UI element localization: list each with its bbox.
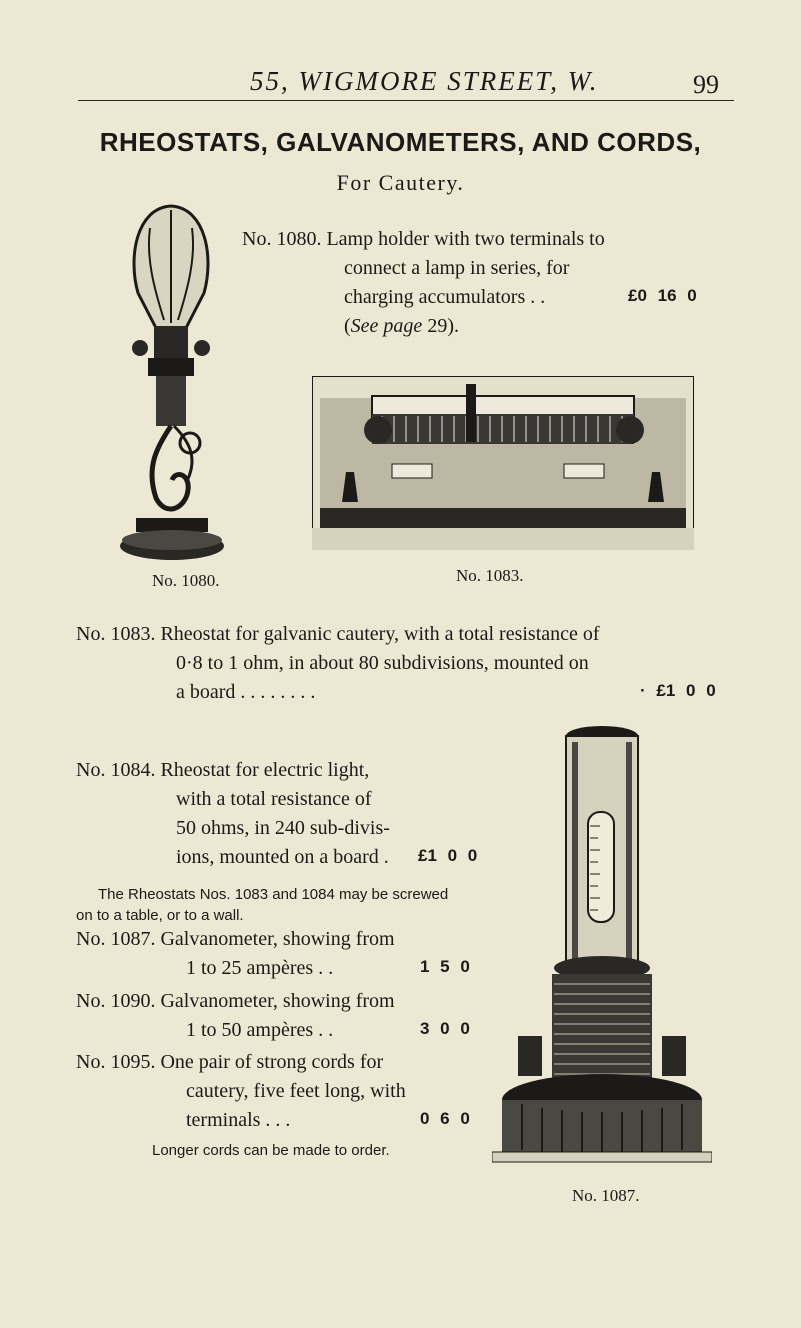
item-1090-line2: 1 to 50 ampères . . bbox=[186, 1019, 334, 1041]
item-1080-see-page: (See page 29). bbox=[344, 315, 459, 337]
item-1090-line1: No. 1090. Galvanometer, showing from bbox=[76, 990, 395, 1012]
item-1080-price: £0 16 0 bbox=[628, 286, 697, 305]
running-header-title: 55, WIGMORE STREET, W. bbox=[250, 66, 599, 96]
page-number: 99 bbox=[693, 70, 719, 99]
item-1087-line1: No. 1087. Galvanometer, showing from bbox=[76, 928, 395, 950]
lamp-holder-illustration bbox=[116, 198, 226, 570]
caption-1083: No. 1083. bbox=[456, 566, 524, 585]
note-screwed-line1: The Rheostats Nos. 1083 and 1084 may be screwed bbox=[98, 886, 449, 903]
item-1084-line1: No. 1084. Rheostat for electric light, bbox=[76, 759, 370, 781]
item-1084-price: £1 0 0 bbox=[418, 846, 478, 865]
note-longer-cords: Longer cords can be made to order. bbox=[152, 1142, 390, 1159]
caption-1087: No. 1087. bbox=[572, 1186, 640, 1205]
item-1084-line4: ions, mounted on a board . bbox=[176, 846, 389, 868]
item-1095-price: 0 6 0 bbox=[420, 1109, 470, 1128]
caption-1080: No. 1080. bbox=[152, 571, 220, 590]
item-1080-line3: charging accumulators . . bbox=[344, 286, 546, 308]
header-rule bbox=[78, 100, 734, 101]
item-1095-line3: terminals . . . bbox=[186, 1109, 291, 1131]
section-subheading: For Cautery. bbox=[336, 170, 465, 195]
galvanometer-illustration bbox=[492, 722, 712, 1182]
rheostat-board-illustration bbox=[312, 376, 694, 550]
item-1087-line2: 1 to 25 ampères . . bbox=[186, 957, 334, 979]
item-1084-line2: with a total resistance of bbox=[176, 788, 372, 810]
item-1080-line2: connect a lamp in series, for bbox=[344, 257, 570, 279]
item-1083-price: · £1 0 0 bbox=[640, 681, 716, 700]
item-1095-line2: cautery, five feet long, with bbox=[186, 1080, 406, 1102]
note-screwed-line2: on to a table, or to a wall. bbox=[76, 907, 244, 924]
item-1087-price: 1 5 0 bbox=[420, 957, 470, 976]
item-1083-line2: 0·8 to 1 ohm, in about 80 subdivisions, mounted on bbox=[176, 652, 589, 674]
section-heading: RHEOSTATS, GALVANOMETERS, AND CORDS, bbox=[99, 127, 702, 157]
item-1083-line3: a board . . . . . . . . bbox=[176, 681, 316, 703]
item-1095-line1: No. 1095. One pair of strong cords for bbox=[76, 1051, 384, 1073]
item-1084-line3: 50 ohms, in 240 sub-divis- bbox=[176, 817, 390, 839]
item-1083-line1: No. 1083. Rheostat for galvanic cautery, with a total resistance of bbox=[76, 623, 600, 645]
item-1090-price: 3 0 0 bbox=[420, 1019, 470, 1038]
item-1080-line1: No. 1080. Lamp holder with two terminals to bbox=[242, 228, 605, 250]
